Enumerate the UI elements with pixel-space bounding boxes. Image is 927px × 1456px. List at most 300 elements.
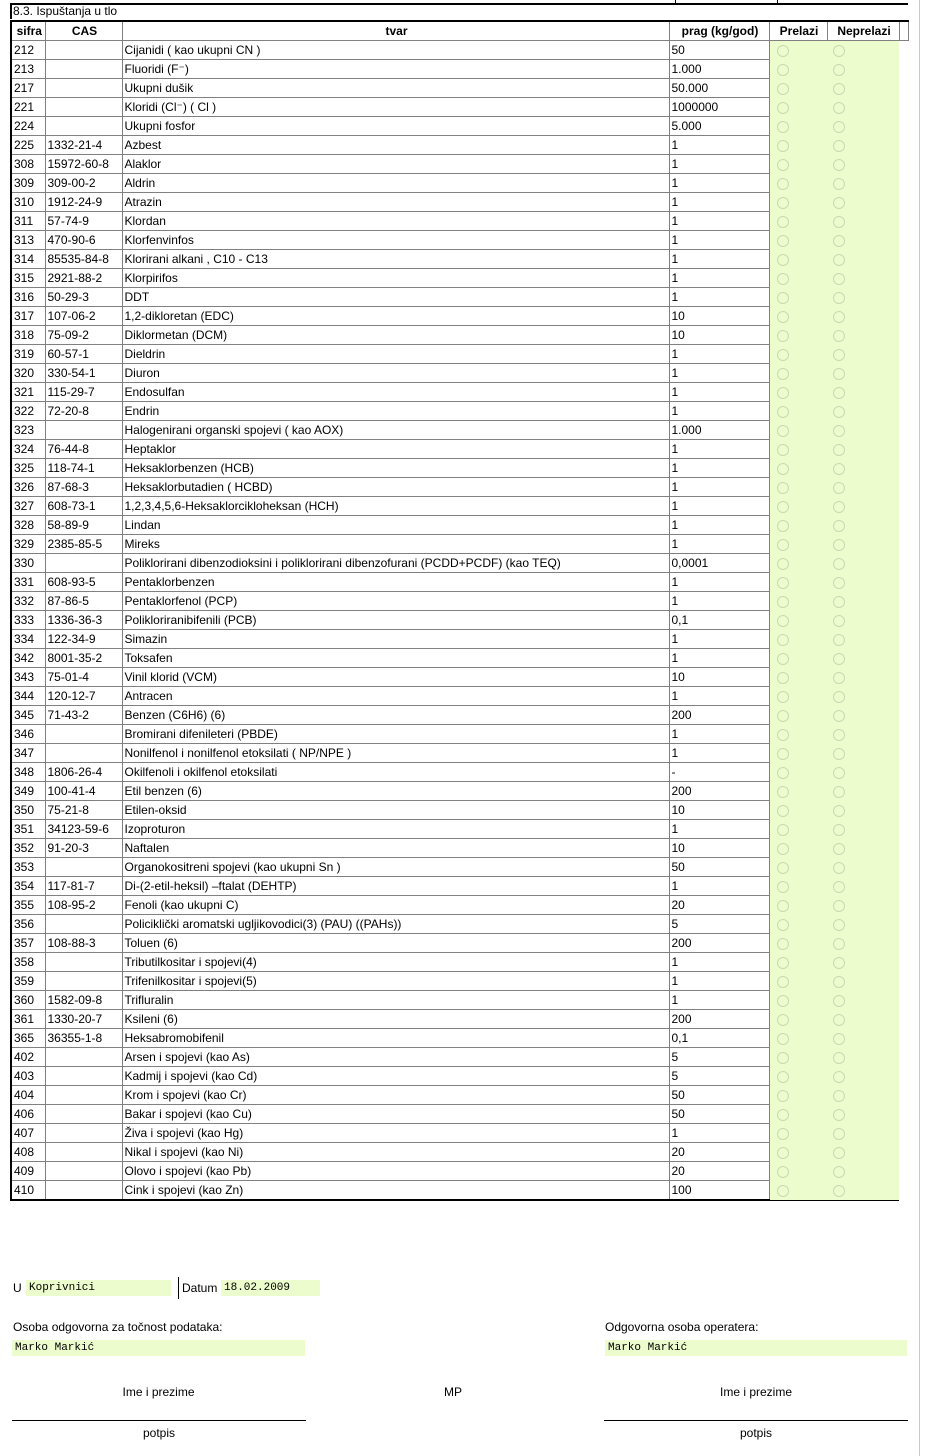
- cell-sifra: 406: [11, 1105, 45, 1124]
- prelazi-radio[interactable]: [777, 995, 789, 1007]
- neprelazi-radio[interactable]: [833, 482, 845, 494]
- neprelazi-radio[interactable]: [833, 1109, 845, 1121]
- neprelazi-radio[interactable]: [833, 881, 845, 893]
- table-row: [11, 383, 908, 402]
- neprelazi-radio[interactable]: [833, 197, 845, 209]
- prelazi-radio[interactable]: [777, 558, 789, 570]
- prelazi-radio[interactable]: [777, 1052, 789, 1064]
- neprelazi-radio[interactable]: [833, 995, 845, 1007]
- neprelazi-radio[interactable]: [833, 406, 845, 418]
- cell-neprelazi: [827, 953, 899, 972]
- neprelazi-radio[interactable]: [833, 273, 845, 285]
- neprelazi-radio[interactable]: [833, 1128, 845, 1140]
- cell-tvar: Ksileni (6): [122, 1010, 669, 1029]
- cell-tvar: Heksaklorbutadien ( HCBD): [122, 478, 669, 497]
- prelazi-radio[interactable]: [777, 615, 789, 627]
- cell-prelazi: [769, 573, 827, 592]
- neprelazi-radio[interactable]: [833, 520, 845, 532]
- cell-sifra: 313: [11, 231, 45, 250]
- cell-neprelazi: [827, 402, 899, 421]
- neprelazi-radio[interactable]: [833, 501, 845, 513]
- neprelazi-radio[interactable]: [833, 653, 845, 665]
- neprelazi-radio[interactable]: [833, 710, 845, 722]
- cell-tvar: Polikloriranibifenili (PCB): [122, 611, 669, 630]
- neprelazi-radio[interactable]: [833, 159, 845, 171]
- cell-neprelazi: [827, 345, 899, 364]
- cell-prelazi: [769, 1181, 827, 1201]
- cell-sifra: 328: [11, 516, 45, 535]
- row-spacer: [899, 953, 908, 972]
- cell-sifra: 353: [11, 858, 45, 877]
- cell-cas: 71-43-2: [45, 706, 122, 725]
- row-spacer: [899, 250, 908, 269]
- cell-neprelazi: [827, 915, 899, 934]
- prelazi-radio[interactable]: [777, 197, 789, 209]
- cell-prag: 1: [669, 174, 769, 193]
- neprelazi-radio[interactable]: [833, 121, 845, 133]
- cell-cas: 15972-60-8: [45, 155, 122, 174]
- row-spacer: [899, 383, 908, 402]
- responsible-person-input[interactable]: Marko Markić: [12, 1340, 305, 1356]
- cell-cas: 75-01-4: [45, 668, 122, 687]
- cell-sifra: 404: [11, 1086, 45, 1105]
- table-row: [11, 345, 908, 364]
- cell-sifra: 316: [11, 288, 45, 307]
- prelazi-radio[interactable]: [777, 1071, 789, 1083]
- cell-prag: 1: [669, 687, 769, 706]
- prelazi-radio[interactable]: [777, 349, 789, 361]
- cell-sifra: 309: [11, 174, 45, 193]
- cell-neprelazi: [827, 155, 899, 174]
- cell-sifra: 320: [11, 364, 45, 383]
- prelazi-radio[interactable]: [777, 102, 789, 114]
- date-input[interactable]: 18.02.2009: [221, 1280, 320, 1296]
- prelazi-radio[interactable]: [777, 1185, 789, 1197]
- table-row: [11, 193, 908, 212]
- cell-prelazi: [769, 326, 827, 345]
- neprelazi-radio[interactable]: [833, 444, 845, 456]
- cell-tvar: Olovo i spojevi (kao Pb): [122, 1162, 669, 1181]
- neprelazi-radio[interactable]: [833, 1166, 845, 1178]
- cell-prelazi: [769, 269, 827, 288]
- neprelazi-radio[interactable]: [833, 463, 845, 475]
- neprelazi-radio[interactable]: [833, 387, 845, 399]
- cell-prelazi: [769, 402, 827, 421]
- neprelazi-radio[interactable]: [833, 691, 845, 703]
- prelazi-radio[interactable]: [777, 444, 789, 456]
- prelazi-radio[interactable]: [777, 140, 789, 152]
- row-spacer: [899, 516, 908, 535]
- prelazi-radio[interactable]: [777, 862, 789, 874]
- row-spacer: [899, 326, 908, 345]
- neprelazi-radio[interactable]: [833, 292, 845, 304]
- prelazi-radio[interactable]: [777, 938, 789, 950]
- row-spacer: [899, 972, 908, 991]
- cell-tvar: Cijanidi ( kao ukupni CN ): [122, 41, 669, 60]
- cell-neprelazi: [827, 1029, 899, 1048]
- cell-prag: 1: [669, 288, 769, 307]
- row-spacer: [899, 1029, 908, 1048]
- neprelazi-radio[interactable]: [833, 349, 845, 361]
- neprelazi-radio[interactable]: [833, 216, 845, 228]
- neprelazi-radio[interactable]: [833, 1185, 845, 1197]
- row-spacer: [899, 801, 908, 820]
- cell-cas: 87-86-5: [45, 592, 122, 611]
- neprelazi-radio[interactable]: [833, 1071, 845, 1083]
- cell-prelazi: [769, 592, 827, 611]
- cell-neprelazi: [827, 1162, 899, 1181]
- cell-sifra: 325: [11, 459, 45, 478]
- prelazi-radio[interactable]: [777, 748, 789, 760]
- cell-cas: [45, 421, 122, 440]
- cell-sifra: 327: [11, 497, 45, 516]
- neprelazi-radio[interactable]: [833, 1014, 845, 1026]
- prelazi-radio[interactable]: [777, 292, 789, 304]
- prelazi-radio[interactable]: [777, 672, 789, 684]
- cell-sifra: 347: [11, 744, 45, 763]
- cell-prelazi: [769, 60, 827, 79]
- place-label: U: [13, 1281, 22, 1295]
- neprelazi-radio[interactable]: [833, 83, 845, 95]
- cell-tvar: Endrin: [122, 402, 669, 421]
- header-sifra: sifra: [11, 21, 45, 41]
- prelazi-radio[interactable]: [777, 653, 789, 665]
- cell-prag: 50: [669, 858, 769, 877]
- neprelazi-radio[interactable]: [833, 311, 845, 323]
- prelazi-radio[interactable]: [777, 1014, 789, 1026]
- cell-prag: 1: [669, 972, 769, 991]
- signature-caption-right: potpis: [739, 1426, 773, 1440]
- prelazi-radio[interactable]: [777, 406, 789, 418]
- cell-prag: 200: [669, 1010, 769, 1029]
- prelazi-radio[interactable]: [777, 919, 789, 931]
- cell-neprelazi: [827, 1067, 899, 1086]
- neprelazi-radio[interactable]: [833, 577, 845, 589]
- prelazi-radio[interactable]: [777, 121, 789, 133]
- cell-prelazi: [769, 497, 827, 516]
- cell-sifra: 410: [11, 1181, 45, 1201]
- cell-prag: 200: [669, 706, 769, 725]
- prelazi-radio[interactable]: [777, 900, 789, 912]
- cell-prelazi: [769, 288, 827, 307]
- cell-cas: 57-74-9: [45, 212, 122, 231]
- cell-prelazi: [769, 79, 827, 98]
- row-spacer: [899, 364, 908, 383]
- cell-tvar: Diuron: [122, 364, 669, 383]
- cell-sifra: 315: [11, 269, 45, 288]
- cell-tvar: Naftalen: [122, 839, 669, 858]
- neprelazi-radio[interactable]: [833, 1090, 845, 1102]
- cell-prelazi: [769, 554, 827, 573]
- neprelazi-radio[interactable]: [833, 596, 845, 608]
- cell-prag: 5: [669, 1048, 769, 1067]
- signature-caption-left: potpis: [142, 1426, 176, 1440]
- cell-tvar: Simazin: [122, 630, 669, 649]
- prelazi-radio[interactable]: [777, 178, 789, 190]
- cell-prelazi: [769, 117, 827, 136]
- cell-sifra: 321: [11, 383, 45, 402]
- neprelazi-radio[interactable]: [833, 235, 845, 247]
- neprelazi-radio[interactable]: [833, 64, 845, 76]
- cell-prelazi: [769, 877, 827, 896]
- cell-prelazi: [769, 763, 827, 782]
- cell-cas: 72-20-8: [45, 402, 122, 421]
- prelazi-radio[interactable]: [777, 710, 789, 722]
- cell-prelazi: [769, 98, 827, 117]
- cell-sifra: 343: [11, 668, 45, 687]
- neprelazi-radio[interactable]: [833, 672, 845, 684]
- cell-sifra: 329: [11, 535, 45, 554]
- neprelazi-radio[interactable]: [833, 767, 845, 779]
- operator-person-input[interactable]: Marko Markić: [605, 1340, 907, 1356]
- neprelazi-radio[interactable]: [833, 102, 845, 114]
- neprelazi-radio[interactable]: [833, 957, 845, 969]
- neprelazi-radio[interactable]: [833, 1052, 845, 1064]
- cell-sifra: 332: [11, 592, 45, 611]
- neprelazi-radio[interactable]: [833, 862, 845, 874]
- table-row: [11, 174, 908, 193]
- prelazi-radio[interactable]: [777, 254, 789, 266]
- cell-cas: [45, 79, 122, 98]
- neprelazi-radio[interactable]: [833, 843, 845, 855]
- cell-tvar: Izoproturon: [122, 820, 669, 839]
- table-row: [11, 934, 908, 953]
- cell-cas: 107-06-2: [45, 307, 122, 326]
- cell-prelazi: [769, 193, 827, 212]
- neprelazi-radio[interactable]: [833, 919, 845, 931]
- cell-cas: 1806-26-4: [45, 763, 122, 782]
- neprelazi-radio[interactable]: [833, 805, 845, 817]
- cell-sifra: 334: [11, 630, 45, 649]
- table-row: [11, 1143, 908, 1162]
- neprelazi-radio[interactable]: [833, 1033, 845, 1045]
- cell-neprelazi: [827, 231, 899, 250]
- cell-tvar: Klorfenvinfos: [122, 231, 669, 250]
- prelazi-radio[interactable]: [777, 463, 789, 475]
- prelazi-radio[interactable]: [777, 539, 789, 551]
- prelazi-radio[interactable]: [777, 1147, 789, 1159]
- row-spacer: [899, 877, 908, 896]
- cell-prag: 1: [669, 497, 769, 516]
- cell-tvar: Benzen (C6H6) (6): [122, 706, 669, 725]
- prelazi-radio[interactable]: [777, 596, 789, 608]
- cell-cas: 108-88-3: [45, 934, 122, 953]
- prelazi-radio[interactable]: [777, 1090, 789, 1102]
- neprelazi-radio[interactable]: [833, 976, 845, 988]
- cell-sifra: 355: [11, 896, 45, 915]
- prelazi-radio[interactable]: [777, 577, 789, 589]
- row-spacer: [899, 1105, 908, 1124]
- neprelazi-radio[interactable]: [833, 729, 845, 741]
- neprelazi-radio[interactable]: [833, 1147, 845, 1159]
- page-right-edge: [919, 0, 920, 1456]
- prelazi-radio[interactable]: [777, 482, 789, 494]
- neprelazi-radio[interactable]: [833, 786, 845, 798]
- cell-prelazi: [769, 174, 827, 193]
- prelazi-radio[interactable]: [777, 1033, 789, 1045]
- cell-prelazi: [769, 1067, 827, 1086]
- cell-neprelazi: [827, 79, 899, 98]
- cell-prelazi: [769, 839, 827, 858]
- row-spacer: [899, 1010, 908, 1029]
- table-row: [11, 155, 908, 174]
- table-row: [11, 212, 908, 231]
- cell-prag: 1: [669, 364, 769, 383]
- table-row: [11, 326, 908, 345]
- cell-prag: -: [669, 763, 769, 782]
- neprelazi-radio[interactable]: [833, 254, 845, 266]
- cell-neprelazi: [827, 554, 899, 573]
- cell-prag: 1: [669, 136, 769, 155]
- row-spacer: [899, 896, 908, 915]
- row-spacer: [899, 212, 908, 231]
- neprelazi-radio[interactable]: [833, 824, 845, 836]
- prelazi-radio[interactable]: [777, 520, 789, 532]
- row-spacer: [899, 934, 908, 953]
- table-row: [11, 136, 908, 155]
- cell-prelazi: [769, 858, 827, 877]
- cell-prag: 1.000: [669, 60, 769, 79]
- neprelazi-radio[interactable]: [833, 178, 845, 190]
- cell-sifra: 322: [11, 402, 45, 421]
- neprelazi-radio[interactable]: [833, 539, 845, 551]
- cell-tvar: Kloridi (Cl⁻) ( Cl ): [122, 98, 669, 117]
- prelazi-radio[interactable]: [777, 729, 789, 741]
- cell-prag: 1: [669, 440, 769, 459]
- cell-neprelazi: [827, 1086, 899, 1105]
- prelazi-radio[interactable]: [777, 501, 789, 513]
- neprelazi-radio[interactable]: [833, 558, 845, 570]
- neprelazi-radio[interactable]: [833, 45, 845, 57]
- cell-prelazi: [769, 307, 827, 326]
- cell-neprelazi: [827, 212, 899, 231]
- cell-neprelazi: [827, 307, 899, 326]
- cell-tvar: Fenoli (kao ukupni C): [122, 896, 669, 915]
- cell-tvar: Dieldrin: [122, 345, 669, 364]
- cell-sifra: 345: [11, 706, 45, 725]
- cell-prag: 1: [669, 649, 769, 668]
- row-spacer: [899, 478, 908, 497]
- cell-prelazi: [769, 649, 827, 668]
- prelazi-radio[interactable]: [777, 691, 789, 703]
- neprelazi-radio[interactable]: [833, 938, 845, 950]
- prelazi-radio[interactable]: [777, 330, 789, 342]
- cell-neprelazi: [827, 364, 899, 383]
- prelazi-radio[interactable]: [777, 425, 789, 437]
- cell-cas: [45, 1162, 122, 1181]
- cell-neprelazi: [827, 1105, 899, 1124]
- neprelazi-radio[interactable]: [833, 330, 845, 342]
- cell-prag: 1: [669, 478, 769, 497]
- neprelazi-radio[interactable]: [833, 140, 845, 152]
- table-row: [11, 649, 908, 668]
- neprelazi-radio[interactable]: [833, 748, 845, 760]
- prelazi-radio[interactable]: [777, 1109, 789, 1121]
- prelazi-radio[interactable]: [777, 1128, 789, 1140]
- prelazi-radio[interactable]: [777, 957, 789, 969]
- neprelazi-radio[interactable]: [833, 900, 845, 912]
- table-row: [11, 801, 908, 820]
- cell-prag: 1: [669, 820, 769, 839]
- cell-cas: 120-12-7: [45, 687, 122, 706]
- row-spacer: [899, 630, 908, 649]
- prelazi-radio[interactable]: [777, 805, 789, 817]
- prelazi-radio[interactable]: [777, 387, 789, 399]
- prelazi-radio[interactable]: [777, 786, 789, 798]
- cell-cas: [45, 953, 122, 972]
- cell-prag: 1: [669, 744, 769, 763]
- prelazi-radio[interactable]: [777, 159, 789, 171]
- cell-neprelazi: [827, 668, 899, 687]
- cell-prelazi: [769, 250, 827, 269]
- table-row: [11, 725, 908, 744]
- row-spacer: [899, 1143, 908, 1162]
- prelazi-radio[interactable]: [777, 824, 789, 836]
- cell-cas: [45, 1105, 122, 1124]
- row-spacer: [899, 269, 908, 288]
- cell-tvar: Bromirani difenileteri (PBDE): [122, 725, 669, 744]
- cell-sifra: 308: [11, 155, 45, 174]
- prelazi-radio[interactable]: [777, 311, 789, 323]
- cell-tvar: Trifenilkositar i spojevi(5): [122, 972, 669, 991]
- cell-neprelazi: [827, 440, 899, 459]
- cell-tvar: Pentaklorbenzen: [122, 573, 669, 592]
- header-neprelazi: Neprelazi: [827, 21, 899, 41]
- prelazi-radio[interactable]: [777, 634, 789, 646]
- prelazi-radio[interactable]: [777, 273, 789, 285]
- prelazi-radio[interactable]: [777, 83, 789, 95]
- cell-prag: 0,1: [669, 611, 769, 630]
- cell-prag: 1: [669, 991, 769, 1010]
- table-header-row: [11, 21, 908, 41]
- cell-prag: 1: [669, 402, 769, 421]
- cell-sifra: 213: [11, 60, 45, 79]
- place-input[interactable]: Koprivnici: [26, 1280, 171, 1296]
- cell-prag: 0,1: [669, 1029, 769, 1048]
- prelazi-radio[interactable]: [777, 64, 789, 76]
- prelazi-radio[interactable]: [777, 881, 789, 893]
- neprelazi-radio[interactable]: [833, 425, 845, 437]
- prelazi-radio[interactable]: [777, 45, 789, 57]
- row-spacer: [899, 1086, 908, 1105]
- prelazi-radio[interactable]: [777, 235, 789, 247]
- neprelazi-radio[interactable]: [833, 634, 845, 646]
- neprelazi-radio[interactable]: [833, 615, 845, 627]
- cell-cas: 330-54-1: [45, 364, 122, 383]
- prelazi-radio[interactable]: [777, 767, 789, 779]
- row-spacer: [899, 611, 908, 630]
- prelazi-radio[interactable]: [777, 216, 789, 228]
- cell-tvar: Poliklorirani dibenzodioksini i poliklorirani dibenzofurani (PCDD+PCDF) (kao TEQ): [122, 554, 669, 573]
- cell-neprelazi: [827, 383, 899, 402]
- row-spacer: [899, 60, 908, 79]
- cell-prag: 1: [669, 459, 769, 478]
- prelazi-radio[interactable]: [777, 1166, 789, 1178]
- cell-prelazi: [769, 155, 827, 174]
- cell-prelazi: [769, 706, 827, 725]
- row-spacer: [899, 307, 908, 326]
- column-divider: [675, 0, 676, 3]
- prelazi-radio[interactable]: [777, 368, 789, 380]
- neprelazi-radio[interactable]: [833, 368, 845, 380]
- row-spacer: [899, 592, 908, 611]
- prelazi-radio[interactable]: [777, 976, 789, 988]
- row-spacer: [899, 459, 908, 478]
- cell-prelazi: [769, 440, 827, 459]
- prelazi-radio[interactable]: [777, 843, 789, 855]
- cell-tvar: 1,2,3,4,5,6-Heksaklorcikloheksan (HCH): [122, 497, 669, 516]
- cell-neprelazi: [827, 136, 899, 155]
